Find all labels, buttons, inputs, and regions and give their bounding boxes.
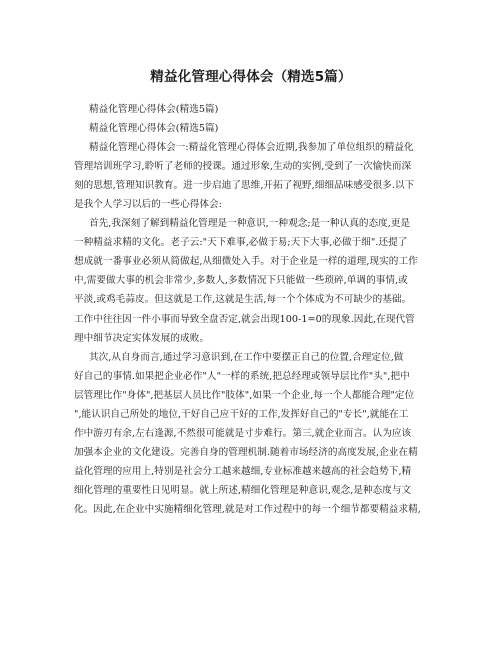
body-line: 益化管理的应用上,特别是社会分工越来越细,专业标准越来越高的社会趋势下,精 [74,465,412,477]
body-line: 首先,我深刻了解到精益化管理是一种意识,一种观念;是一种认真的态度,更是 [89,218,411,230]
body-line: 好自己的事情.如果把企业必作"人"一样的系统,把总经理或领导层比作"头",把中 [74,370,410,382]
body-line: 平淡,或鸡毛蒜皮。但这就是工作,这就是生活,每一个个体成为不可缺少的基础。 [74,294,412,306]
body-line: 化。因此,在企业中实施精细化管理,就是对工作过程中的每一个细节都要精益求精, [74,503,421,515]
body-line: 想成就一番事业必须从简做起,从细微处入手。对于企业是一样的道理,现实的工作 [74,256,418,268]
body-line: 工作中往往因一件小事而导致全盘否定,就会出现100-1=0的现象.因此,在现代管 [74,313,415,325]
document-body [74,100,434,519]
body-line: 层管理比作"身体",把基层人员比作"肢体",如果一个企业,每一个人都能合理"定位 [74,389,415,401]
body-line: 一种精益求精的文化。老子云:"天下难事,必做于易;天下大事,必做于细".还提了 [74,237,408,249]
body-line: 中,需要做大事的机会非常少,多数人,多数情况下只能做一些琐碎,单调的事情,或 [74,275,408,287]
body-line: 作中游刃有余,左右逢源,不然很可能就是寸步难行。第三,就企业而言。认为应该 [74,427,412,439]
body-line: ",能认识自己所处的地位,干好自己应干好的工作,发挥好自己的"专长",就能在工 [74,408,409,420]
document-title: 精益化管理心得体会（精选5篇） [150,69,352,85]
body-line: 管理培训班学习,聆听了老师的授课。通过形象,生动的实例,受到了一次愉快而深 [74,161,412,173]
body-line: 精益化管理心得体会一:精益化管理心得体会近期,我参加了单位组织的精益化 [89,142,414,154]
body-line: 其次,从自身而言,通过学习意识到,在工作中要摆正自己的位置,合理定位,做 [89,351,404,363]
body-line: 理中细节决定实体发展的成败。 [74,332,210,344]
body-line: 细化管理的重要性日见明显。就上所述,精细化管理是种意识,观念,是种态度与文 [74,484,412,496]
body-line: 是我个人学习以后的一些心得体会: [74,199,222,211]
body-line: 精益化管理心得体会(精选5篇) [89,123,219,135]
body-line: 精益化管理心得体会(精选5篇) [89,104,219,115]
body-line: 加强本企业的文化建设。完善自身的管理机制.随着市场经济的高度发展,企业在精 [74,446,418,458]
body-line: 刻的思想,管理知识教育。进一步启迪了思维,开拓了视野,细细品味感受很多.以下 [74,180,415,192]
